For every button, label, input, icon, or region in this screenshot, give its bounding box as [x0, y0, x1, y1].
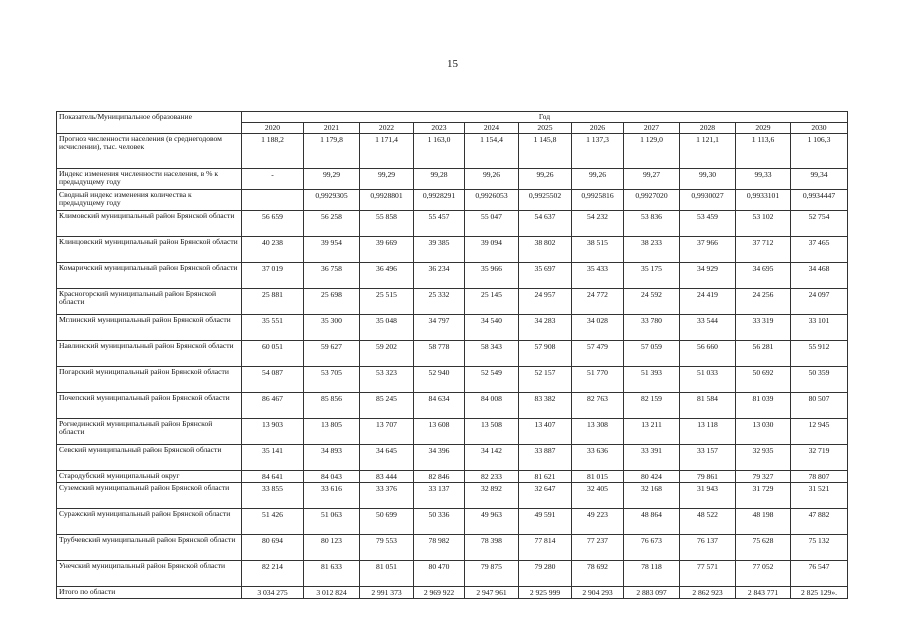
row-label: Почепский муниципальный район Брянской области	[57, 393, 242, 419]
value-cell: 56 660	[680, 341, 736, 367]
value-cell: 24 957	[519, 289, 572, 315]
value-cell: 0,9930027	[680, 190, 736, 211]
value-cell: 39 669	[360, 237, 414, 263]
value-cell: 1 179,8	[304, 134, 360, 169]
table-row	[57, 560, 848, 586]
value-cell: 81 584	[680, 393, 736, 419]
value-cell: 81 015	[572, 471, 624, 483]
row-label: Красногорский муниципальный район Брянской области	[57, 289, 242, 315]
value-cell: 12 945	[791, 419, 848, 445]
value-cell: 77 052	[736, 560, 791, 586]
value-cell: 80 424	[624, 471, 680, 483]
year-cell: 2020	[242, 123, 304, 134]
value-cell: 82 846	[414, 471, 465, 483]
value-cell: 81 633	[304, 560, 360, 586]
value-cell: 33 636	[572, 445, 624, 471]
value-cell: 76 547	[791, 560, 848, 586]
table-row	[57, 341, 848, 367]
value-cell: 13 030	[736, 419, 791, 445]
value-cell: 99,33	[736, 169, 791, 190]
value-cell: 1 106,3	[791, 134, 848, 169]
value-cell: 3 034 275	[242, 586, 304, 598]
value-cell: 51 063	[304, 508, 360, 534]
value-cell: 25 881	[242, 289, 304, 315]
value-cell: 24 419	[680, 289, 736, 315]
value-cell: 1 129,0	[624, 134, 680, 169]
value-cell: 25 515	[360, 289, 414, 315]
value-cell: 34 929	[680, 263, 736, 289]
value-cell: 37 966	[680, 237, 736, 263]
value-cell: 35 141	[242, 445, 304, 471]
table-row	[57, 190, 848, 211]
value-cell: 1 113,6	[736, 134, 791, 169]
value-cell: 78 692	[572, 560, 624, 586]
value-cell: 2 969 922	[414, 586, 465, 598]
value-cell: 1 171,4	[360, 134, 414, 169]
value-cell: 77 814	[519, 534, 572, 560]
value-cell: 0,9927020	[624, 190, 680, 211]
value-cell: 55 457	[414, 211, 465, 237]
value-cell: 35 697	[519, 263, 572, 289]
value-cell: 56 659	[242, 211, 304, 237]
value-cell: 2 904 293	[572, 586, 624, 598]
table-row	[57, 586, 848, 598]
value-cell: 75 132	[791, 534, 848, 560]
value-cell: 32 892	[465, 482, 519, 508]
value-cell: 1 188,2	[242, 134, 304, 169]
year-cell: 2026	[572, 123, 624, 134]
value-cell: 35 966	[465, 263, 519, 289]
value-cell: 32 647	[519, 482, 572, 508]
table-row	[57, 393, 848, 419]
value-cell: 53 459	[680, 211, 736, 237]
value-cell: 2 883 097	[624, 586, 680, 598]
value-cell: 57 908	[519, 341, 572, 367]
value-cell: 99,26	[519, 169, 572, 190]
value-cell: 82 763	[572, 393, 624, 419]
value-cell: 34 396	[414, 445, 465, 471]
value-cell: 80 123	[304, 534, 360, 560]
value-cell: 31 729	[736, 482, 791, 508]
value-cell: 59 202	[360, 341, 414, 367]
value-cell: 32 405	[572, 482, 624, 508]
value-cell: 55 858	[360, 211, 414, 237]
population-forecast-table	[56, 111, 848, 599]
value-cell: 33 616	[304, 482, 360, 508]
value-cell: 34 283	[519, 315, 572, 341]
year-cell: 2021	[304, 123, 360, 134]
table-row	[57, 315, 848, 341]
value-cell: 34 797	[414, 315, 465, 341]
value-cell: 13 308	[572, 419, 624, 445]
table-row	[57, 534, 848, 560]
value-cell: 50 692	[736, 367, 791, 393]
value-cell: 52 157	[519, 367, 572, 393]
value-cell: 79 875	[465, 560, 519, 586]
value-cell: 1 154,4	[465, 134, 519, 169]
value-cell: 13 608	[414, 419, 465, 445]
value-cell: 52 940	[414, 367, 465, 393]
value-cell: 79 553	[360, 534, 414, 560]
value-cell: 1 163,0	[414, 134, 465, 169]
value-cell: 35 300	[304, 315, 360, 341]
value-cell: 13 211	[624, 419, 680, 445]
value-cell: 37 712	[736, 237, 791, 263]
value-cell: 1 137,3	[572, 134, 624, 169]
table-row	[57, 367, 848, 393]
year-cell: 2025	[519, 123, 572, 134]
value-cell: 55 912	[791, 341, 848, 367]
value-cell: 85 245	[360, 393, 414, 419]
value-cell: 37 019	[242, 263, 304, 289]
value-cell: 79 861	[680, 471, 736, 483]
value-cell: 77 571	[680, 560, 736, 586]
value-cell: 78 982	[414, 534, 465, 560]
value-cell: 38 802	[519, 237, 572, 263]
value-cell: 55 047	[465, 211, 519, 237]
value-cell: 79 327	[736, 471, 791, 483]
value-cell: 34 142	[465, 445, 519, 471]
value-cell: 0,9925502	[519, 190, 572, 211]
value-cell: 1 121,1	[680, 134, 736, 169]
value-cell: 60 051	[242, 341, 304, 367]
value-cell: 85 856	[304, 393, 360, 419]
value-cell: 13 805	[304, 419, 360, 445]
value-cell: 34 540	[465, 315, 519, 341]
value-cell: 0,9926053	[465, 190, 519, 211]
header-row-top	[57, 112, 848, 123]
value-cell: 13 508	[465, 419, 519, 445]
value-cell: 53 102	[736, 211, 791, 237]
value-cell: 31 943	[680, 482, 736, 508]
value-cell: 2 947 961	[465, 586, 519, 598]
value-cell	[242, 190, 304, 211]
value-cell: 0,9933101	[736, 190, 791, 211]
table-row	[57, 419, 848, 445]
year-cell: 2023	[414, 123, 465, 134]
value-cell: 33 780	[624, 315, 680, 341]
row-label: Навлинский муниципальный район Брянской области	[57, 341, 242, 367]
value-cell: 76 137	[680, 534, 736, 560]
value-cell: 24 772	[572, 289, 624, 315]
year-cell: 2024	[465, 123, 519, 134]
value-cell: 37 465	[791, 237, 848, 263]
value-cell: 2 925 999	[519, 586, 572, 598]
year-header: Год	[242, 112, 848, 123]
value-cell: 99,34	[791, 169, 848, 190]
value-cell: 86 467	[242, 393, 304, 419]
year-cell: 2029	[736, 123, 791, 134]
value-cell: 34 468	[791, 263, 848, 289]
row-label: Сводный индекс изменения количества к предыдущему году	[57, 190, 242, 211]
table-row	[57, 471, 848, 483]
value-cell: 0,9925816	[572, 190, 624, 211]
value-cell: 57 479	[572, 341, 624, 367]
value-cell: 80 694	[242, 534, 304, 560]
value-cell: 78 807	[791, 471, 848, 483]
table-row	[57, 445, 848, 471]
value-cell: 31 521	[791, 482, 848, 508]
value-cell: 80 470	[414, 560, 465, 586]
value-cell: 47 882	[791, 508, 848, 534]
value-cell: 32 168	[624, 482, 680, 508]
value-cell: 54 637	[519, 211, 572, 237]
value-cell: 32 719	[791, 445, 848, 471]
table-row	[57, 289, 848, 315]
value-cell: 33 376	[360, 482, 414, 508]
value-cell: 34 893	[304, 445, 360, 471]
value-cell: 24 592	[624, 289, 680, 315]
value-cell: 54 087	[242, 367, 304, 393]
value-cell: 58 778	[414, 341, 465, 367]
value-cell: 33 319	[736, 315, 791, 341]
value-cell: 25 145	[465, 289, 519, 315]
year-cell: 2028	[680, 123, 736, 134]
value-cell: 99,27	[624, 169, 680, 190]
value-cell: 48 864	[624, 508, 680, 534]
value-cell: 48 198	[736, 508, 791, 534]
value-cell: 53 705	[304, 367, 360, 393]
value-cell: 84 043	[304, 471, 360, 483]
value-cell: 84 641	[242, 471, 304, 483]
value-cell: 83 444	[360, 471, 414, 483]
value-cell: 2 825 129».	[791, 586, 848, 598]
value-cell: 48 522	[680, 508, 736, 534]
value-cell: 33 101	[791, 315, 848, 341]
row-label: Трубчевский муниципальный район Брянской области	[57, 534, 242, 560]
value-cell: -	[242, 169, 304, 190]
table-row	[57, 134, 848, 169]
row-label: Погарский муниципальный район Брянской области	[57, 367, 242, 393]
value-cell: 35 433	[572, 263, 624, 289]
value-cell: 2 843 771	[736, 586, 791, 598]
value-cell: 32 935	[736, 445, 791, 471]
value-cell: 52 549	[465, 367, 519, 393]
value-cell: 40 238	[242, 237, 304, 263]
value-cell: 54 232	[572, 211, 624, 237]
value-cell: 81 051	[360, 560, 414, 586]
value-cell: 99,28	[414, 169, 465, 190]
table-row	[57, 482, 848, 508]
value-cell: 78 118	[624, 560, 680, 586]
row-label: Стародубский муниципальный округ	[57, 471, 242, 483]
value-cell: 51 770	[572, 367, 624, 393]
value-cell: 24 097	[791, 289, 848, 315]
value-cell: 53 323	[360, 367, 414, 393]
value-cell: 36 496	[360, 263, 414, 289]
value-cell: 0,9929305	[304, 190, 360, 211]
year-cell: 2030	[791, 123, 848, 134]
value-cell: 84 008	[465, 393, 519, 419]
value-cell: 2 862 923	[680, 586, 736, 598]
table-row	[57, 211, 848, 237]
value-cell: 0,9934447	[791, 190, 848, 211]
value-cell: 51 393	[624, 367, 680, 393]
value-cell: 79 280	[519, 560, 572, 586]
row-label: Мглинский муниципальный район Брянской области	[57, 315, 242, 341]
row-label: Индекс изменения численности населения, в % к предыдущему году	[57, 169, 242, 190]
row-label: Унечский муниципальный район Брянской области	[57, 560, 242, 586]
value-cell: 33 855	[242, 482, 304, 508]
year-cell: 2022	[360, 123, 414, 134]
indicator-header: Показатель/Муниципальное образование	[57, 112, 242, 134]
table-row	[57, 237, 848, 263]
row-label: Рогнединский муниципальный район Брянской области	[57, 419, 242, 445]
value-cell: 81 621	[519, 471, 572, 483]
value-cell: 51 426	[242, 508, 304, 534]
value-cell: 2 991 373	[360, 586, 414, 598]
value-cell: 33 137	[414, 482, 465, 508]
value-cell: 81 039	[736, 393, 791, 419]
year-cell: 2027	[624, 123, 680, 134]
value-cell: 35 048	[360, 315, 414, 341]
row-label: Севский муниципальный район Брянской области	[57, 445, 242, 471]
value-cell: 78 398	[465, 534, 519, 560]
value-cell: 24 256	[736, 289, 791, 315]
value-cell: 50 359	[791, 367, 848, 393]
row-label: Клинцовский муниципальный район Брянской области	[57, 237, 242, 263]
value-cell: 39 094	[465, 237, 519, 263]
value-cell: 49 963	[465, 508, 519, 534]
value-cell: 0,9928801	[360, 190, 414, 211]
value-cell: 58 343	[465, 341, 519, 367]
value-cell: 49 591	[519, 508, 572, 534]
value-cell: 33 391	[624, 445, 680, 471]
value-cell: 99,26	[572, 169, 624, 190]
value-cell: 57 059	[624, 341, 680, 367]
value-cell: 75 628	[736, 534, 791, 560]
value-cell: 13 707	[360, 419, 414, 445]
value-cell: 38 233	[624, 237, 680, 263]
value-cell: 83 382	[519, 393, 572, 419]
value-cell: 80 507	[791, 393, 848, 419]
value-cell: 35 175	[624, 263, 680, 289]
value-cell: 33 544	[680, 315, 736, 341]
table-row	[57, 169, 848, 190]
value-cell: 51 033	[680, 367, 736, 393]
value-cell: 56 281	[736, 341, 791, 367]
value-cell: 99,29	[304, 169, 360, 190]
value-cell: 1 145,8	[519, 134, 572, 169]
row-label: Прогноз численности населения (в среднегодовом исчислении), тыс. человек	[57, 134, 242, 169]
value-cell: 49 223	[572, 508, 624, 534]
value-cell: 84 634	[414, 393, 465, 419]
value-cell: 56 258	[304, 211, 360, 237]
table-row	[57, 263, 848, 289]
value-cell: 34 645	[360, 445, 414, 471]
value-cell: 39 385	[414, 237, 465, 263]
table-row	[57, 508, 848, 534]
row-label: Итого по области	[57, 586, 242, 598]
value-cell: 38 515	[572, 237, 624, 263]
value-cell: 99,29	[360, 169, 414, 190]
value-cell: 33 887	[519, 445, 572, 471]
row-label: Суземский муниципальный район Брянской области	[57, 482, 242, 508]
value-cell: 13 118	[680, 419, 736, 445]
value-cell: 0,9928291	[414, 190, 465, 211]
value-cell: 77 237	[572, 534, 624, 560]
value-cell: 82 159	[624, 393, 680, 419]
value-cell: 53 836	[624, 211, 680, 237]
value-cell: 34 028	[572, 315, 624, 341]
value-cell: 99,26	[465, 169, 519, 190]
value-cell: 50 699	[360, 508, 414, 534]
row-label: Комаричский муниципальный район Брянской области	[57, 263, 242, 289]
row-label: Климовский муниципальный район Брянской области	[57, 211, 242, 237]
value-cell: 13 903	[242, 419, 304, 445]
value-cell: 25 698	[304, 289, 360, 315]
value-cell: 82 214	[242, 560, 304, 586]
row-label: Суражский муниципальный район Брянской области	[57, 508, 242, 534]
value-cell: 36 234	[414, 263, 465, 289]
value-cell: 13 407	[519, 419, 572, 445]
value-cell: 33 157	[680, 445, 736, 471]
value-cell: 35 551	[242, 315, 304, 341]
value-cell: 50 336	[414, 508, 465, 534]
page-number: 15	[447, 58, 458, 70]
value-cell: 59 627	[304, 341, 360, 367]
value-cell: 3 012 824	[304, 586, 360, 598]
value-cell: 76 673	[624, 534, 680, 560]
value-cell: 25 332	[414, 289, 465, 315]
value-cell: 34 695	[736, 263, 791, 289]
value-cell: 36 758	[304, 263, 360, 289]
value-cell: 82 233	[465, 471, 519, 483]
value-cell: 39 954	[304, 237, 360, 263]
value-cell: 99,30	[680, 169, 736, 190]
value-cell: 52 754	[791, 211, 848, 237]
